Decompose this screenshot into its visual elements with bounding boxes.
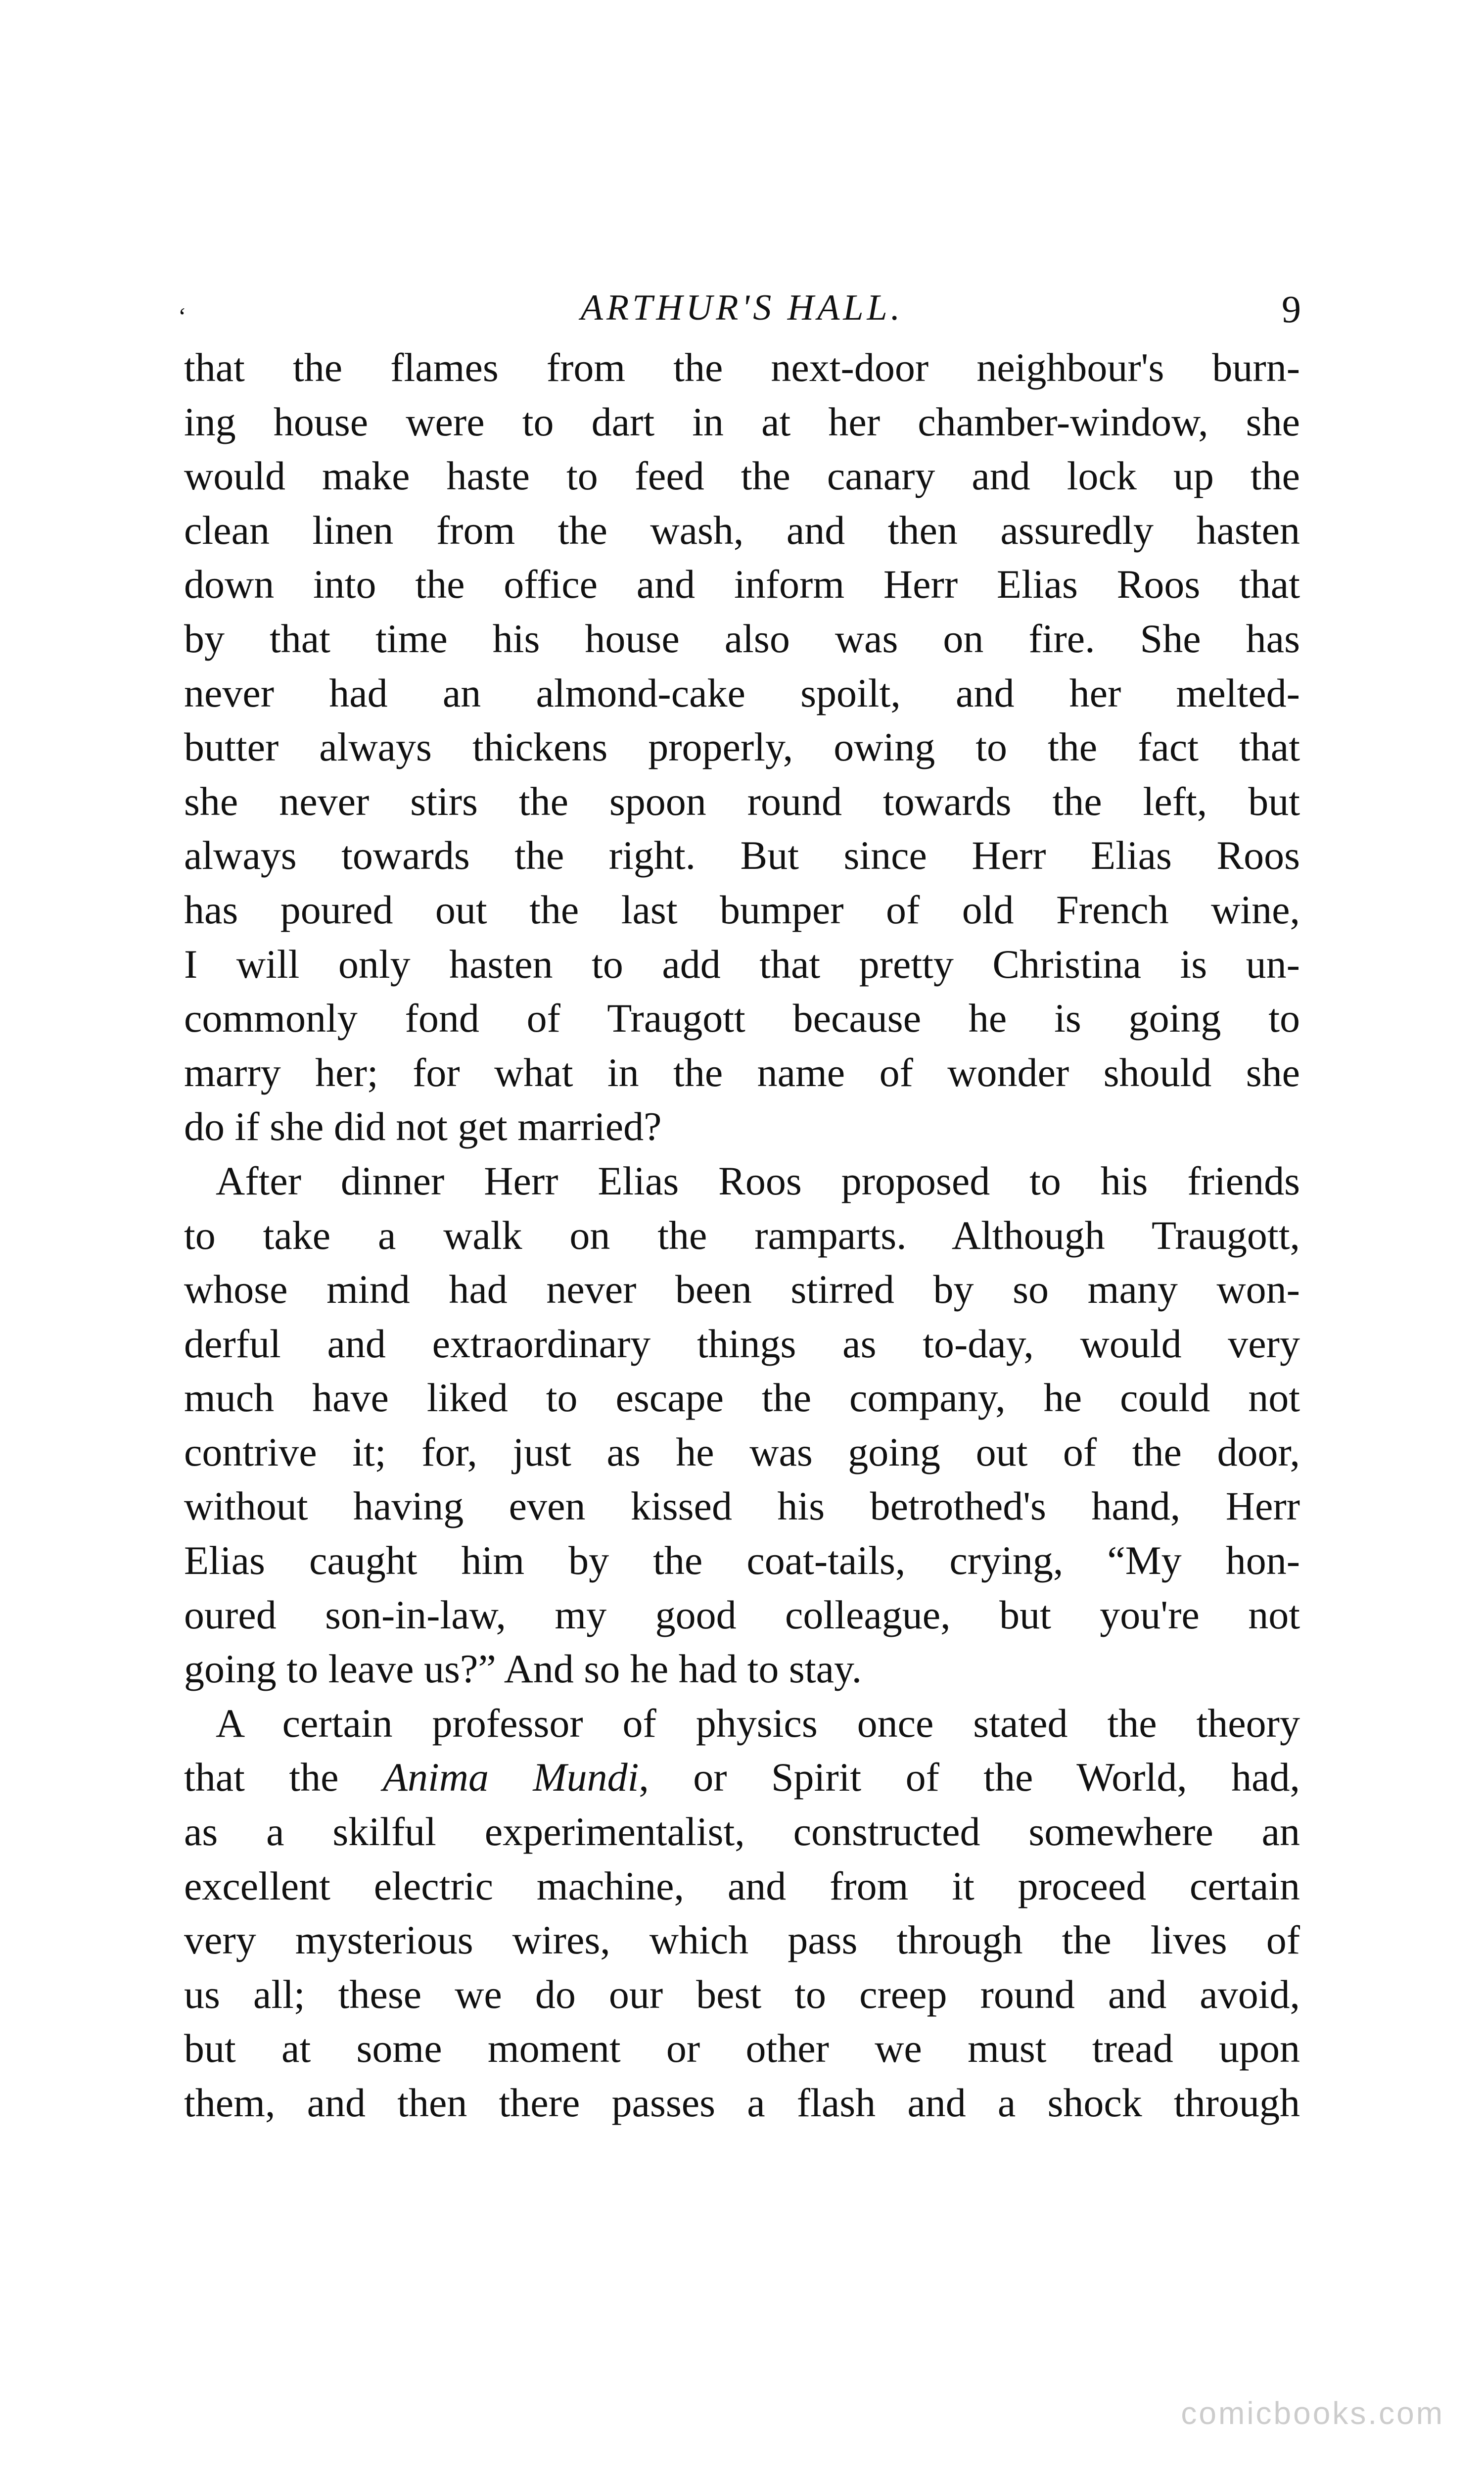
text-line: contrive it; for, just as he was going out of the door, bbox=[184, 1429, 1300, 1475]
text-line: without having even kissed his betrothed's hand, Herr bbox=[184, 1483, 1300, 1529]
text-line: that the flames from the next-door neighbour's burn- bbox=[184, 345, 1300, 390]
text-line: never had an almond-cake spoilt, and her melted- bbox=[184, 670, 1300, 715]
text-line: oured son-in-law, my good colleague, but you're not bbox=[184, 1592, 1300, 1637]
text-line: by that time his house also was on fire. She has bbox=[184, 616, 1300, 661]
text-line: I will only hasten to add that pretty Christina is un- bbox=[184, 941, 1300, 987]
running-title: ARTHUR'S HALL. bbox=[580, 287, 904, 328]
page-number: 9 bbox=[1282, 287, 1301, 331]
page-header bbox=[178, 287, 1301, 336]
text-line: commonly fond of Traugott because he is going to bbox=[184, 996, 1300, 1041]
text-line: she never stirs the spoon round towards the left, but bbox=[184, 778, 1300, 824]
text-line: whose mind had never been stirred by so many won- bbox=[184, 1267, 1300, 1312]
watermark: comicbooks.com bbox=[1181, 2395, 1444, 2431]
body-text bbox=[184, 340, 1300, 2130]
italic-phrase: Anima Mundi bbox=[382, 1755, 639, 1800]
text-line: would make haste to feed the canary and lock up the bbox=[184, 453, 1300, 499]
text-line: do if she did not get married? bbox=[184, 1104, 662, 1149]
text-line: going to leave us?” And so he had to stay. bbox=[184, 1646, 862, 1692]
text-line: to take a walk on the ramparts. Although Traugott, bbox=[184, 1212, 1300, 1258]
text-line: them, and then there passes a flash and a shock through bbox=[184, 2080, 1300, 2125]
text-line: that the Anima Mundi, or Spirit of the World, had, bbox=[184, 1755, 1300, 1800]
text-line: always towards the right. But since Herr Elias Roos bbox=[184, 833, 1300, 878]
text-line: marry her; for what in the name of wonder should she bbox=[184, 1049, 1300, 1095]
text-line: After dinner Herr Elias Roos proposed to his friends bbox=[216, 1158, 1300, 1203]
text-line: has poured out the last bumper of old French wine, bbox=[184, 887, 1300, 932]
text-line: as a skilful experimentalist, constructed somewhere an bbox=[184, 1809, 1300, 1855]
text-line: derful and extraordinary things as to-day, would very bbox=[184, 1321, 1300, 1366]
text-line: us all; these we do our best to creep round and avoid, bbox=[184, 1971, 1300, 2017]
text-line: but at some moment or other we must tread upon bbox=[184, 2026, 1300, 2071]
text-line: much have liked to escape the company, he could not bbox=[184, 1375, 1300, 1421]
text-line: butter always thickens properly, owing to the fact that bbox=[184, 724, 1300, 770]
text-line: down into the office and inform Herr Elias Roos that bbox=[184, 562, 1300, 607]
text-line: excellent electric machine, and from it proceed certain bbox=[184, 1863, 1300, 1908]
text-line: clean linen from the wash, and then assuredly hasten bbox=[184, 507, 1300, 553]
text-line: ing house were to dart in at her chamber-window, she bbox=[184, 399, 1300, 444]
header-mark: ‘ bbox=[178, 302, 186, 330]
text-line: very mysterious wires, which pass through the lives of bbox=[184, 1917, 1300, 1963]
text-line: Elias caught him by the coat-tails, crying, “My hon- bbox=[184, 1538, 1300, 1583]
text-line: A certain professor of physics once stated the theory bbox=[216, 1700, 1300, 1746]
